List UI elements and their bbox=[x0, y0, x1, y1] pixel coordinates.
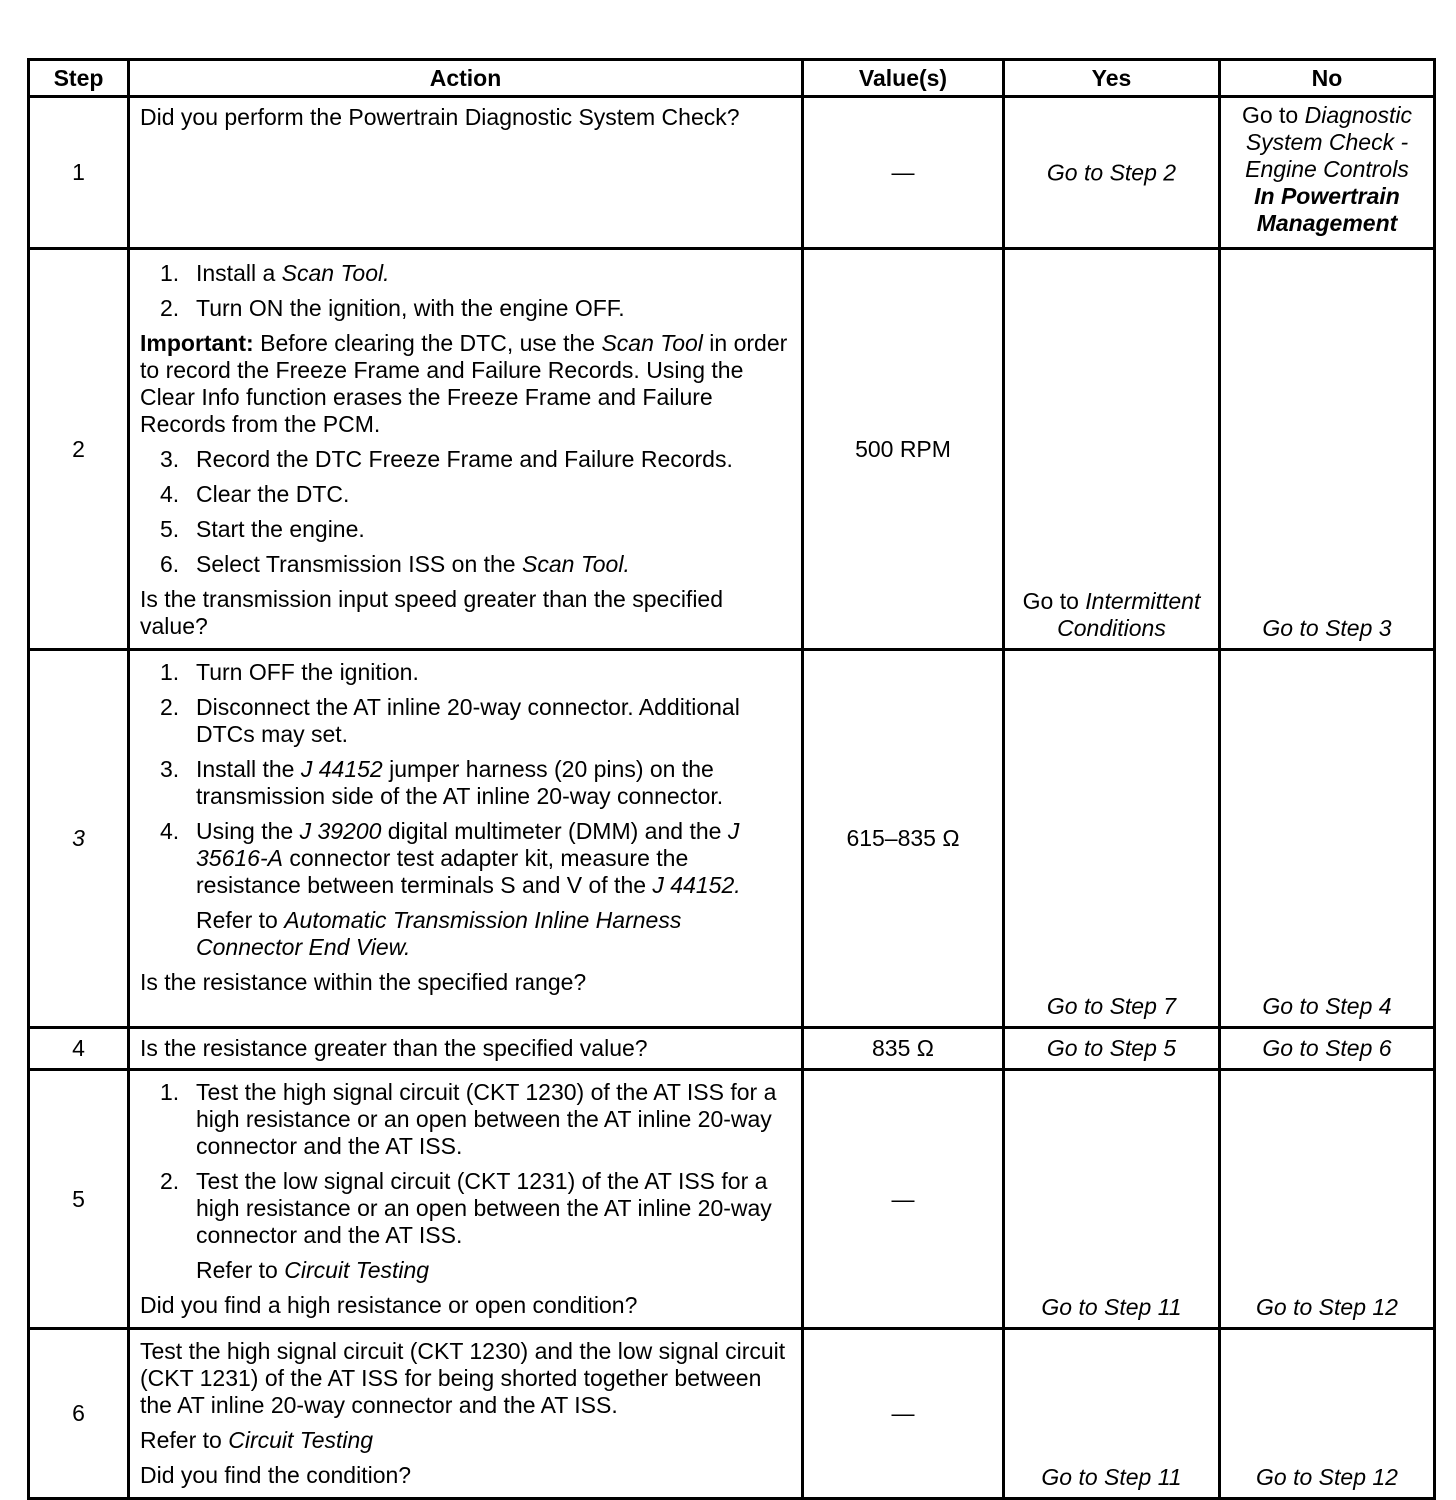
action-question: Is the resistance greater than the specified value? bbox=[140, 1035, 648, 1061]
yes-cell bbox=[1004, 1329, 1220, 1499]
no-cell bbox=[1220, 650, 1435, 1028]
value-cell: — bbox=[803, 97, 1004, 249]
header-yes: Yes bbox=[1004, 60, 1220, 97]
no-link[interactable]: Go to Step 6 bbox=[1220, 1028, 1435, 1070]
yes-cell bbox=[1004, 249, 1220, 650]
no-italic-1: Diagnostic bbox=[1304, 102, 1413, 128]
refer-note: Refer to Circuit Testing bbox=[196, 1257, 430, 1283]
action-cell bbox=[129, 1329, 803, 1499]
list-item: 6. Select Transmission ISS on the Scan Tool. bbox=[160, 551, 630, 577]
list-item: 1. Turn OFF the ignition. bbox=[160, 659, 419, 685]
action-steps bbox=[140, 1079, 791, 1249]
action-cell bbox=[129, 650, 803, 1028]
header-row bbox=[29, 60, 1435, 97]
step-number: 2 bbox=[29, 249, 129, 650]
value-cell: — bbox=[803, 1329, 1004, 1499]
action-steps bbox=[140, 260, 791, 322]
list-item: 1. Install a Scan Tool. bbox=[160, 260, 390, 286]
no-cell bbox=[1220, 249, 1435, 650]
no-cell bbox=[1220, 1070, 1435, 1329]
action-text: Test the high signal circuit (CKT 1230) and the low signal circuit (CKT 1231) of the AT ISS for being shorted together between the AT inline 20-way connector and the AT ISS. bbox=[140, 1338, 786, 1418]
yes-link[interactable]: Go to Step 2 bbox=[1046, 159, 1177, 185]
action-cell bbox=[129, 249, 803, 650]
list-item: 2. Test the low signal circuit (CKT 1231) of the AT ISS for a high resistance or an open between the AT inline 20-way connector and the AT ISS. bbox=[160, 1168, 772, 1248]
list-item: 1. Test the high signal circuit (CKT 1230) of the AT ISS for a high resistance or an open between the AT inline 20-way connector and the AT ISS. bbox=[160, 1079, 777, 1159]
refer-note: Refer to Circuit Testing bbox=[140, 1427, 374, 1453]
step-number: 5 bbox=[29, 1070, 129, 1329]
action-steps bbox=[140, 659, 791, 899]
no-italic-2: System Check - bbox=[1245, 129, 1409, 155]
list-item: 3. Install the J 44152 jumper harness (20 pins) on the transmission side of the AT inline 20-way connector. bbox=[160, 756, 724, 809]
no-cell bbox=[1220, 1329, 1435, 1499]
table-row-step-4 bbox=[29, 1028, 1435, 1070]
yes-link[interactable]: Go to Intermittent Conditions bbox=[1022, 588, 1201, 641]
value-cell: — bbox=[803, 1070, 1004, 1329]
action-question: Did you find the condition? bbox=[140, 1462, 412, 1488]
no-prefix: Go to bbox=[1241, 102, 1299, 128]
action-question: Is the transmission input speed greater than the specified value? bbox=[140, 586, 724, 639]
refer-link[interactable]: Circuit Testing bbox=[284, 1257, 430, 1283]
no-bold-2: Management bbox=[1256, 210, 1398, 236]
action-steps bbox=[140, 446, 791, 578]
value-cell: 500 RPM bbox=[803, 249, 1004, 650]
step-number: 1 bbox=[29, 97, 129, 249]
no-link[interactable] bbox=[1221, 98, 1433, 237]
yes-link[interactable]: Go to Step 7 bbox=[1046, 993, 1177, 1019]
yes-cell bbox=[1004, 97, 1220, 249]
no-link[interactable]: Go to Step 3 bbox=[1262, 615, 1392, 641]
list-item: 4. Clear the DTC. bbox=[160, 481, 350, 507]
yes-link[interactable]: Go to Step 11 bbox=[1041, 1464, 1182, 1490]
no-cell bbox=[1220, 97, 1435, 249]
list-item: 2. Disconnect the AT inline 20-way connector. Additional DTCs may set. bbox=[160, 694, 740, 747]
list-item: 2. Turn ON the ignition, with the engine OFF. bbox=[160, 295, 625, 321]
step-number: 4 bbox=[29, 1028, 129, 1070]
yes-link[interactable]: Go to Step 11 bbox=[1041, 1294, 1182, 1320]
diagnostic-document bbox=[27, 58, 1436, 1500]
action-cell bbox=[129, 97, 803, 249]
no-link[interactable]: Go to Step 12 bbox=[1256, 1294, 1398, 1320]
yes-link[interactable]: Go to Step 5 bbox=[1004, 1028, 1220, 1070]
table-row-step-6 bbox=[29, 1329, 1435, 1499]
header-values: Value(s) bbox=[803, 60, 1004, 97]
action-question: Did you perform the Powertrain Diagnostic System Check? bbox=[140, 104, 740, 130]
diagnostic-table bbox=[27, 58, 1436, 1500]
action-cell bbox=[129, 1070, 803, 1329]
table-row-step-5 bbox=[29, 1070, 1435, 1329]
header-action: Action bbox=[129, 60, 803, 97]
step-number: 6 bbox=[29, 1329, 129, 1499]
value-cell: 835 Ω bbox=[803, 1028, 1004, 1070]
value-cell: 615–835 Ω bbox=[803, 650, 1004, 1028]
no-italic-3: Engine Controls bbox=[1245, 156, 1409, 182]
list-item: 5. Start the engine. bbox=[160, 516, 365, 542]
list-item: 3. Record the DTC Freeze Frame and Failure Records. bbox=[160, 446, 733, 472]
important-note: Important: Before clearing the DTC, use the Scan Tool in order to record the Freeze Frame and Failure Records. Using the Clear Info function erases the Freeze Frame and Failure Records from the PCM. bbox=[140, 330, 788, 437]
table-row-step-1 bbox=[29, 97, 1435, 249]
refer-note: Refer to Automatic Transmission Inline Harness Connector End View. bbox=[196, 907, 682, 960]
action-question: Did you find a high resistance or open condition? bbox=[140, 1292, 638, 1318]
table-row-step-3 bbox=[29, 650, 1435, 1028]
refer-link[interactable]: Automatic Transmission Inline Harness Connector End View. bbox=[196, 907, 682, 960]
refer-link[interactable]: Circuit Testing bbox=[228, 1427, 374, 1453]
step-number: 3 bbox=[29, 650, 129, 1028]
no-bold-1: In Powertrain bbox=[1254, 183, 1400, 209]
action-cell bbox=[129, 1028, 803, 1070]
yes-cell bbox=[1004, 1070, 1220, 1329]
no-link[interactable]: Go to Step 12 bbox=[1256, 1464, 1398, 1490]
yes-cell bbox=[1004, 650, 1220, 1028]
header-no: No bbox=[1220, 60, 1435, 97]
header-step: Step bbox=[29, 60, 129, 97]
action-question: Is the resistance within the specified range? bbox=[140, 969, 587, 995]
list-item: 4. Using the J 39200 digital multimeter (DMM) and the J 35616-A connector test adapter kit, measure the resistance between terminals S and V of the J 44152. bbox=[160, 818, 741, 898]
no-link[interactable]: Go to Step 4 bbox=[1262, 993, 1392, 1019]
table-row-step-2 bbox=[29, 249, 1435, 650]
